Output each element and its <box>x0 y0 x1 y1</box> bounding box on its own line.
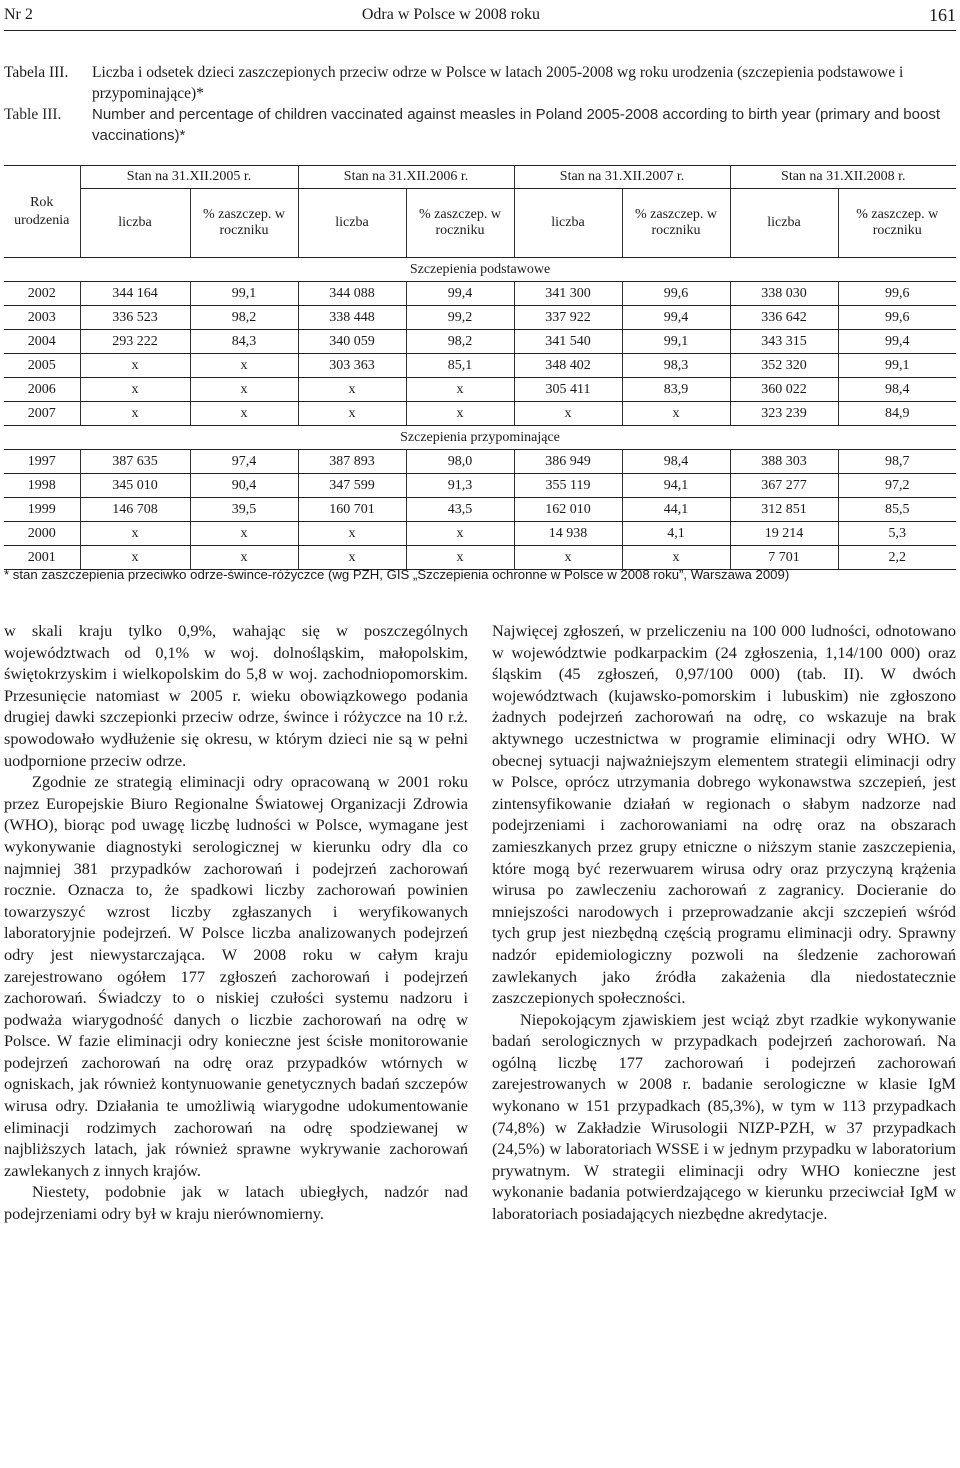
table-caption <box>4 62 956 146</box>
body-paragraph: Niestety, podobnie jak w latach ubiegłych, nadzór nad podejrzeniami odry był w kraju nierównomierny. <box>4 1182 468 1224</box>
caption-english <box>4 104 956 146</box>
header-year-2005: Stan na 31.XII.2005 r. <box>80 166 298 189</box>
caption-text-en: Number and percentage of children vaccinated against measles in Poland 2005-2008 according to birth year (primary and boost vaccinations)* <box>92 106 940 144</box>
percent-cell: 99,4 <box>838 330 956 354</box>
birth-year-cell: 2000 <box>4 522 80 546</box>
count-cell: x <box>298 522 406 546</box>
header-year-2007: Stan na 31.XII.2007 r. <box>514 166 730 189</box>
subheader-percent: % zaszczep. w roczniku <box>190 189 298 258</box>
body-paragraph: w skali kraju tylko 0,9%, wahając się w poszczególnych województwach od 0,1% w woj. dolnośląskim, małopolskim, świętokrzyskim i wielkopolskim do 5,8 w woj. zachodniopomorskim. Przesunięcie natomiast w 2005 r. wieku obowiązkowego podania drugiej dawki szczepionki przeciw odrze, śwince i różyczce na 10 r.ż. spowodowało wydłużenie się okresu, w którym dzieci nie są w pełni uodpornione przeciw odrze. <box>4 621 468 770</box>
count-cell: 352 320 <box>730 354 838 378</box>
percent-cell: 85,1 <box>406 354 514 378</box>
section-row <box>4 426 956 450</box>
percent-cell: x <box>406 402 514 426</box>
count-cell: 355 119 <box>514 474 622 498</box>
percent-cell: 4,1 <box>622 522 730 546</box>
percent-cell: x <box>190 546 298 570</box>
percent-cell: 39,5 <box>190 498 298 522</box>
subheader-count: liczba <box>514 189 622 258</box>
count-cell: 360 022 <box>730 378 838 402</box>
birth-year-cell: 2002 <box>4 282 80 306</box>
count-cell: 336 642 <box>730 306 838 330</box>
count-cell: 323 239 <box>730 402 838 426</box>
issue-number: Nr 2 <box>4 6 33 23</box>
body-column-right <box>492 620 956 1225</box>
percent-cell: 91,3 <box>406 474 514 498</box>
count-cell: 348 402 <box>514 354 622 378</box>
table-row <box>4 378 956 402</box>
body-paragraph: Najwięcej zgłoszeń, w przeliczeniu na 100 000 ludności, odnotowano w województwie podkarpackim (24 zgłoszenia, 1,14/100 000) oraz śląskim (45 zgłoszeń, 0,97/100 000) (tab. II). W dwóch województwach (kujawsko-pomorskim i lubuskim) nie zgłoszono żadnych podejrzeń zachorowań na odrę, co wskazuje na brak aktywnego uczestnictwa w programie eliminacji odry WHO. W obecnej sytuacji najważniejszym elementem strategii eliminacji odry w Polsce, oprócz utrzymania dobrego wykonawstwa szczepień, jest zintensyfikowanie działań w regionach o słabym nadzorze nad podejrzeniami i zachorowaniami na odrę oraz na obszarach zamieszkanych przez grupy etniczne o niższym stanie zaszczepienia, które mogą być rezerwuarem wirusa odry oraz przyczyną krążenia wirusa po zawleczeniu zachorowań z zagranicy. Docieranie do mniejszości narodowych i przeprowadzanie akcji szczepień wśród tych grup jest niezbędną częścią programu eliminacji odry. Sprawny nadzór epidemiologiczny pozwoli na śledzenie zachorowań zawlekanych jako źródła zakażenia dla niedostatecznie zaszczepionych społeczności. <box>492 621 956 1008</box>
percent-cell: 98,2 <box>190 306 298 330</box>
table-row <box>4 306 956 330</box>
count-cell: 303 363 <box>298 354 406 378</box>
percent-cell: 99,1 <box>622 330 730 354</box>
percent-cell: 98,2 <box>406 330 514 354</box>
percent-cell: 98,4 <box>622 450 730 474</box>
caption-text-pl: Liczba i odsetek dzieci zaszczepionych przeciw odrze w Polsce w latach 2005-2008 wg roku urodzenia (szczepienia podstawowe i przypominające)* <box>92 64 904 102</box>
section-title: Szczepienia przypominające <box>4 426 956 450</box>
percent-cell: 99,6 <box>838 306 956 330</box>
percent-cell: 98,7 <box>838 450 956 474</box>
section-row <box>4 258 956 282</box>
table-body <box>4 258 956 570</box>
count-cell: 312 851 <box>730 498 838 522</box>
caption-label-pl: Tabela III. <box>4 64 69 81</box>
count-cell: x <box>80 378 190 402</box>
count-cell: x <box>80 522 190 546</box>
percent-cell: 94,1 <box>622 474 730 498</box>
count-cell: 337 922 <box>514 306 622 330</box>
percent-cell: 99,1 <box>838 354 956 378</box>
percent-cell: 85,5 <box>838 498 956 522</box>
birth-year-cell: 2007 <box>4 402 80 426</box>
table-footnote: * stan zaszczepienia przeciwko odrze-śwince-różyczce (wg PZH, GIS „Szczepienia ochronne w Polsce w 2008 roku”, Warszawa 2009) <box>4 567 790 582</box>
count-cell: x <box>80 354 190 378</box>
percent-cell: 99,4 <box>622 306 730 330</box>
count-cell: x <box>298 546 406 570</box>
percent-cell: 98,4 <box>838 378 956 402</box>
percent-cell: 90,4 <box>190 474 298 498</box>
count-cell: 336 523 <box>80 306 190 330</box>
birth-year-cell: 2001 <box>4 546 80 570</box>
percent-cell: 97,4 <box>190 450 298 474</box>
header-birth-year: Rok urodzenia <box>4 166 80 258</box>
percent-cell: x <box>406 522 514 546</box>
count-cell: 7 701 <box>730 546 838 570</box>
count-cell: 387 893 <box>298 450 406 474</box>
caption-label-en: Table III. <box>4 106 62 123</box>
percent-cell: x <box>406 378 514 402</box>
caption-polish <box>4 62 956 104</box>
percent-cell: x <box>190 354 298 378</box>
body-column-left <box>4 620 468 1225</box>
birth-year-cell: 1997 <box>4 450 80 474</box>
subheader-percent: % zaszczep. w roczniku <box>406 189 514 258</box>
table-row <box>4 282 956 306</box>
percent-cell: 5,3 <box>838 522 956 546</box>
count-cell: x <box>298 378 406 402</box>
count-cell: 343 315 <box>730 330 838 354</box>
birth-year-cell: 1998 <box>4 474 80 498</box>
subheader-count: liczba <box>80 189 190 258</box>
percent-cell: 84,9 <box>838 402 956 426</box>
birth-year-cell: 2006 <box>4 378 80 402</box>
table-row <box>4 498 956 522</box>
subheader-percent: % zaszczep. w roczniku <box>838 189 956 258</box>
count-cell: 293 222 <box>80 330 190 354</box>
count-cell: 347 599 <box>298 474 406 498</box>
count-cell: x <box>298 402 406 426</box>
percent-cell: x <box>190 522 298 546</box>
count-cell: 345 010 <box>80 474 190 498</box>
count-cell: 19 214 <box>730 522 838 546</box>
birth-year-cell: 2003 <box>4 306 80 330</box>
count-cell: 344 088 <box>298 282 406 306</box>
count-cell: 338 448 <box>298 306 406 330</box>
percent-cell: 84,3 <box>190 330 298 354</box>
percent-cell: 99,4 <box>406 282 514 306</box>
percent-cell: 98,0 <box>406 450 514 474</box>
percent-cell: x <box>406 546 514 570</box>
vaccination-table <box>4 165 956 570</box>
count-cell: 305 411 <box>514 378 622 402</box>
percent-cell: 83,9 <box>622 378 730 402</box>
birth-year-cell: 1999 <box>4 498 80 522</box>
table-row <box>4 402 956 426</box>
table-row <box>4 330 956 354</box>
page-number: 161 <box>929 4 956 25</box>
body-paragraph: Niepokojącym zjawiskiem jest wciąż zbyt rzadkie wykonywanie badań serologicznych w przypadkach podejrzeń zachorowań. Na ogólną liczbę 177 zachorowań i podejrzeń zachorowań zarejestrowanych w 2008 r. badanie serologiczne w klasie IgM wykonano w 151 przypadkach (85,3%), w tym w 113 przypadkach (74,8%) w Zakładzie Wirusologii NIZP-PZH, w 37 przypadkach (24,5%) w laboratoriach WSSE i w jednym przypadku w laboratorium prywatnym. W strategii eliminacji odry WHO konieczne jest wykonanie badania potwierdzającego w kierunku przeciwciał IgM w laboratoriach posiadających niezbędne akredytacje. <box>492 1009 956 1224</box>
subheader-count: liczba <box>298 189 406 258</box>
count-cell: 388 303 <box>730 450 838 474</box>
count-cell: 162 010 <box>514 498 622 522</box>
percent-cell: 99,2 <box>406 306 514 330</box>
count-cell: 14 938 <box>514 522 622 546</box>
table-row <box>4 354 956 378</box>
percent-cell: 99,6 <box>622 282 730 306</box>
birth-year-cell: 2005 <box>4 354 80 378</box>
count-cell: 160 701 <box>298 498 406 522</box>
percent-cell: x <box>190 378 298 402</box>
percent-cell: x <box>622 402 730 426</box>
percent-cell: 2,2 <box>838 546 956 570</box>
count-cell: x <box>80 402 190 426</box>
percent-cell: 43,5 <box>406 498 514 522</box>
table-row <box>4 522 956 546</box>
percent-cell: 99,1 <box>190 282 298 306</box>
count-cell: 341 300 <box>514 282 622 306</box>
percent-cell: x <box>190 402 298 426</box>
count-cell: 367 277 <box>730 474 838 498</box>
percent-cell: 98,3 <box>622 354 730 378</box>
section-title: Szczepienia podstawowe <box>4 258 956 282</box>
percent-cell: 99,6 <box>838 282 956 306</box>
header-year-2008: Stan na 31.XII.2008 r. <box>730 166 956 189</box>
count-cell: x <box>514 402 622 426</box>
percent-cell: 97,2 <box>838 474 956 498</box>
header-year-2006: Stan na 31.XII.2006 r. <box>298 166 514 189</box>
count-cell: 387 635 <box>80 450 190 474</box>
birth-year-cell: 2004 <box>4 330 80 354</box>
count-cell: 386 949 <box>514 450 622 474</box>
count-cell: 338 030 <box>730 282 838 306</box>
body-paragraph: Zgodnie ze strategią eliminacji odry opracowaną w 2001 roku przez Europejskie Biuro Regionalne Światowej Organizacji Zdrowia (WHO), biorąc pod uwagę liczbę ludności w Polsce, wymagane jest wykonywanie diagnostyki serologicznej w kierunku odry dla co najmniej 381 przypadków zachorowań i podejrzeń zachorowań rocznie. Oznacza to, że spadkowi liczby zachorowań powinien towarzyszyć wzrost liczby zgłaszanych i weryfikowanych laboratoryjnie podejrzeń. W Polsce liczba analizowanych podejrzeń odry jest niewystarczająca. W 2008 roku w całym kraju zarejestrowano ogółem 177 zgłoszeń zachorowań i podejrzeń zachorowań. Świadczy to o niskiej czułości systemu nadzoru i podważa wiarygodność danych o liczbie zachorowań na odrę w Polsce. W fazie eliminacji odry konieczne jest ścisłe monitorowanie podejrzeń zachorowań na odrę oraz przypadków wtórnych w ogniskach, jak również kontynuowanie genetycznych badań szczepów wirusa odry. Działania te umożliwią wiarygodne udokumentowanie eliminacji rodzimych zachorowań na odrę spodziewanej w najbliższych latach, jak również sprawne wykrywanie zachorowań zawlekanych z innych krajów. <box>4 772 468 1180</box>
subheader-count: liczba <box>730 189 838 258</box>
count-cell: x <box>514 546 622 570</box>
table-row <box>4 450 956 474</box>
percent-cell: 44,1 <box>622 498 730 522</box>
subheader-percent: % zaszczep. w roczniku <box>622 189 730 258</box>
count-cell: 146 708 <box>80 498 190 522</box>
count-cell: 340 059 <box>298 330 406 354</box>
count-cell: x <box>80 546 190 570</box>
count-cell: 344 164 <box>80 282 190 306</box>
percent-cell: x <box>622 546 730 570</box>
table-row <box>4 474 956 498</box>
running-title: Odra w Polsce w 2008 roku <box>361 6 541 23</box>
page-header <box>4 0 956 31</box>
count-cell: 341 540 <box>514 330 622 354</box>
